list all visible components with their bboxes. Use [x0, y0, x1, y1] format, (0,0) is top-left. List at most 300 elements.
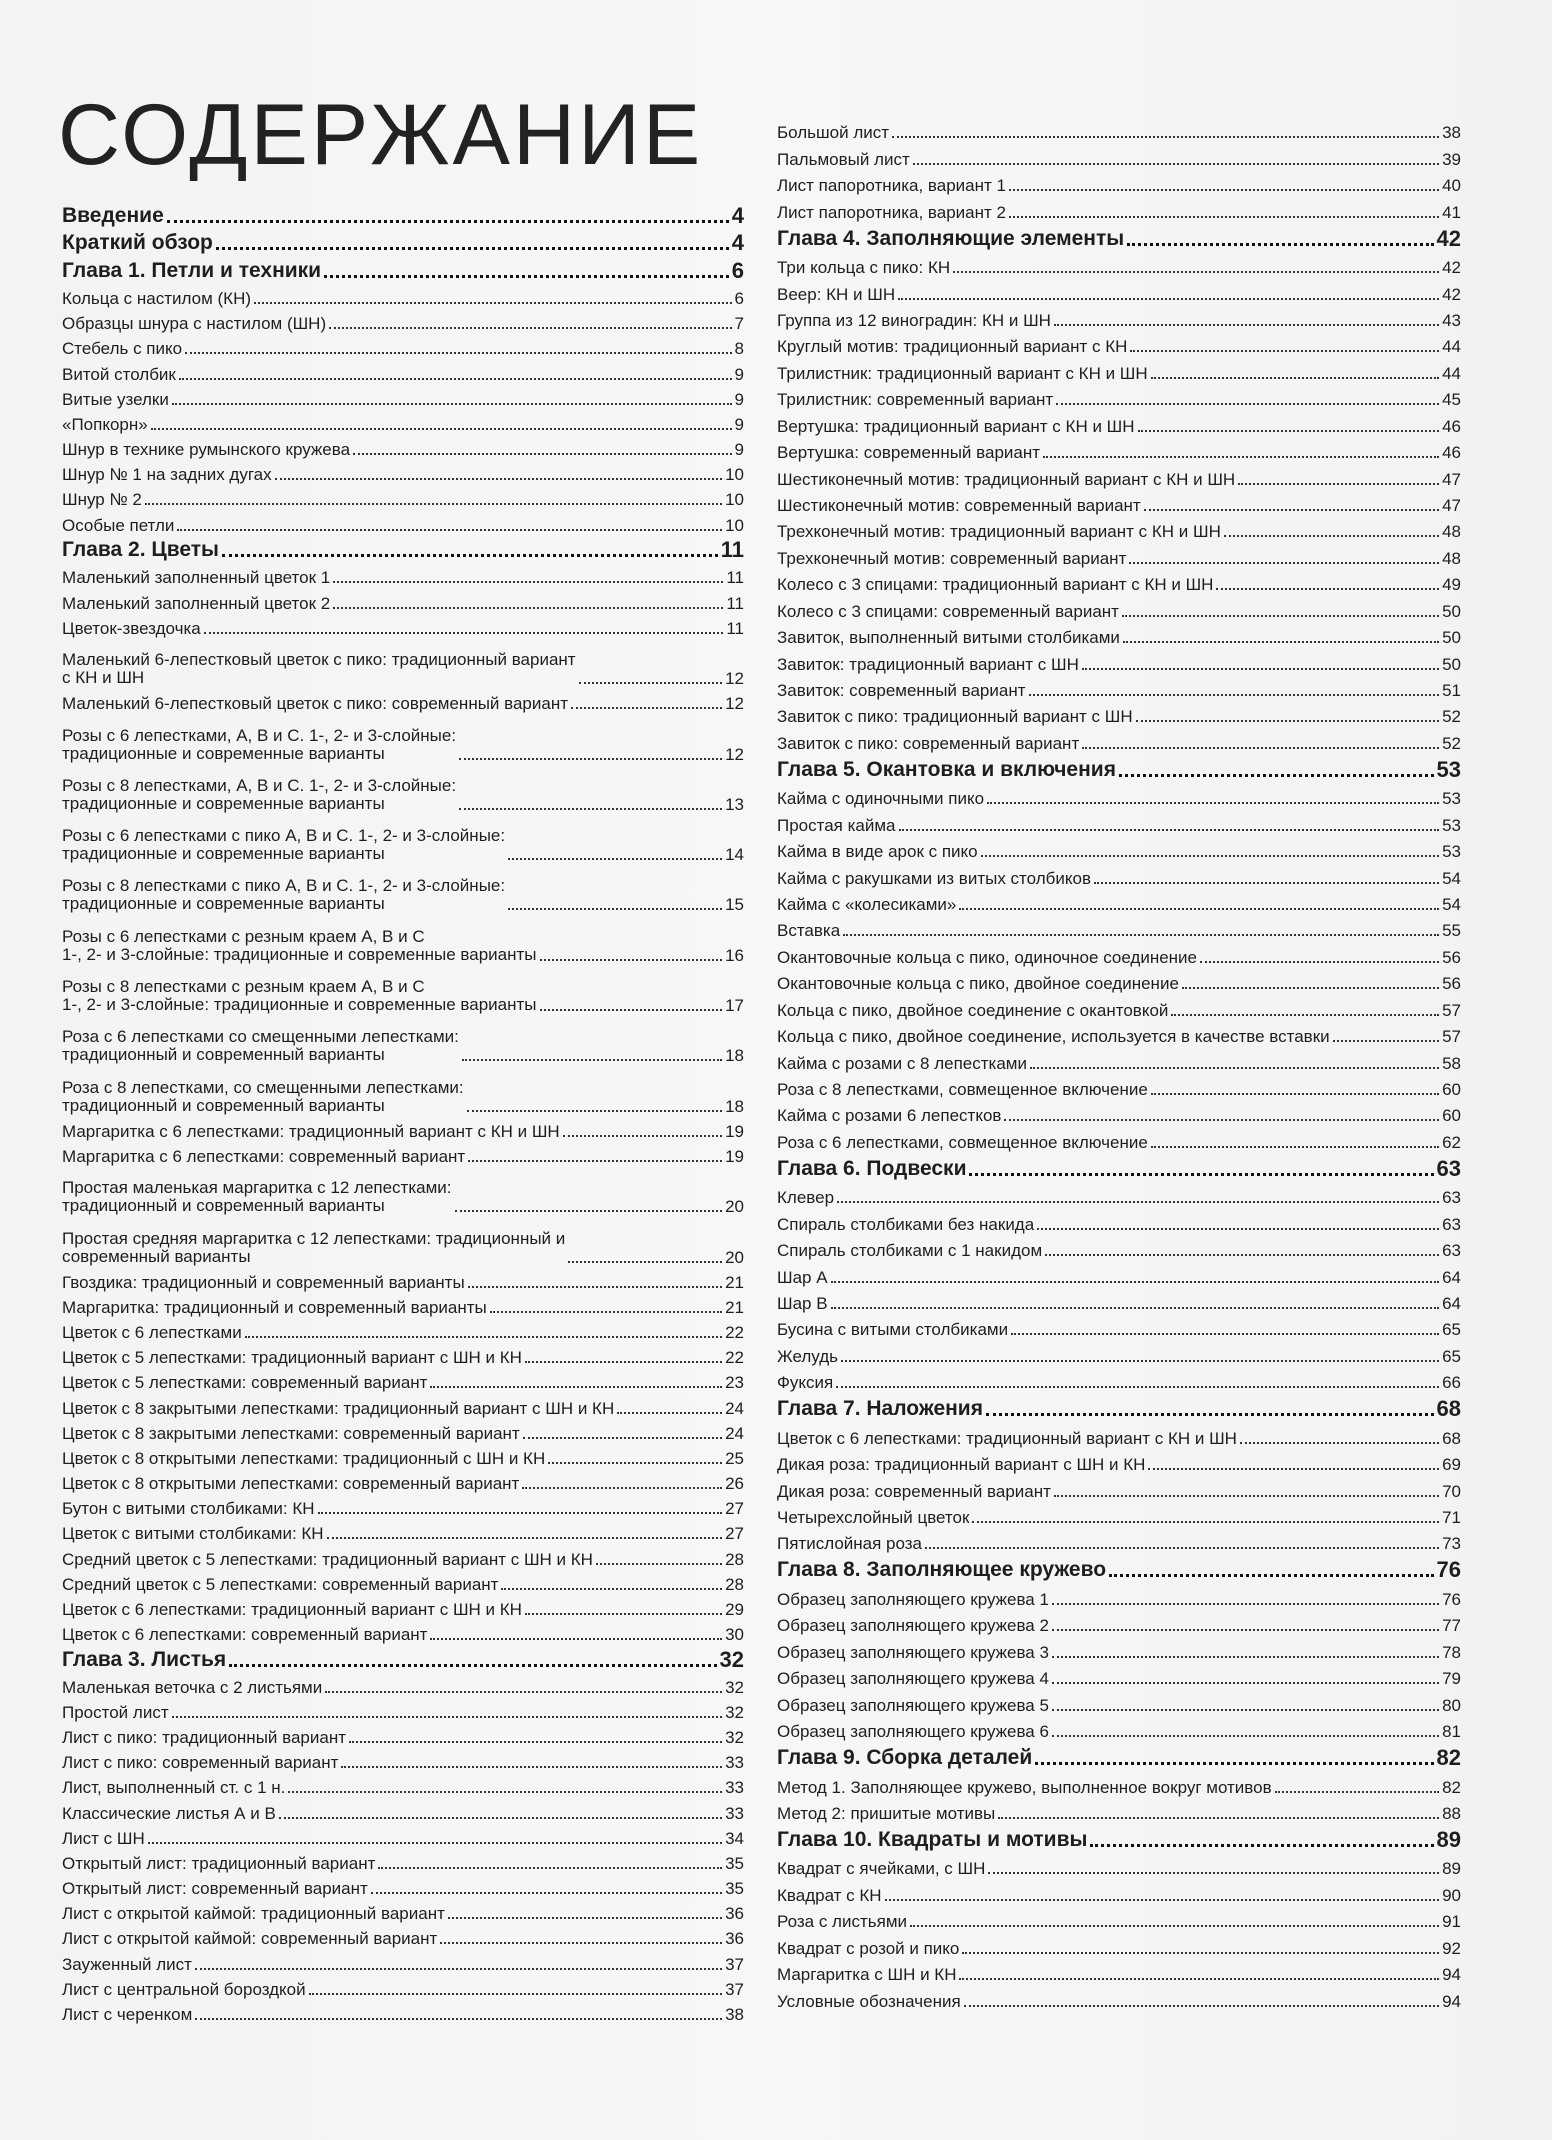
- toc-page-number: 42: [1442, 284, 1461, 304]
- dot-leader: [1052, 1603, 1439, 1605]
- toc-entry: [777, 277, 1461, 303]
- dot-leader: [540, 959, 723, 961]
- toc-page-number: 58: [1442, 1053, 1461, 1073]
- toc-page-number: 71: [1442, 1507, 1461, 1527]
- toc-entry-title: Колесо с 3 спицами: традиционный вариант с КН и ШН: [777, 575, 1214, 595]
- toc-entry-title: Розы с 8 лепестками, А, В и С. 1-, 2- и 3-слойные: традиционные и современные варианты: [62, 775, 457, 813]
- dot-leader: [148, 1842, 722, 1844]
- toc-entry-title: Группа из 12 виноградин: КН и ШН: [777, 311, 1051, 331]
- toc-entry: [62, 1216, 744, 1266]
- toc-entry-title: Зауженный лист: [62, 1954, 192, 1974]
- toc-page-number: 65: [1442, 1320, 1461, 1340]
- toc-entry-title: Метод 1. Заполняющее кружево, выполненное вокруг мотивов: [777, 1777, 1272, 1797]
- toc-entry-title: Цветок с 6 лепестками: традиционный вариант с КН и ШН: [777, 1428, 1237, 1448]
- dot-leader: [275, 478, 722, 480]
- toc-entry-title: Цветок с 6 лепестками: современный вариант: [62, 1624, 428, 1644]
- toc-page-number: 52: [1442, 707, 1461, 727]
- toc-page-number: 51: [1442, 680, 1461, 700]
- dot-leader: [151, 428, 732, 430]
- toc-entry: [62, 688, 744, 713]
- toc-entry-title: Цветок с 6 лепестками: [62, 1323, 242, 1343]
- toc-page-number: 60: [1442, 1079, 1461, 1099]
- toc-entry: [62, 1848, 744, 1873]
- toc-entry: [777, 462, 1461, 488]
- toc-entry: [777, 835, 1461, 861]
- dot-leader: [1122, 615, 1439, 617]
- toc-entry: [777, 1020, 1461, 1046]
- dot-leader: [1009, 189, 1439, 191]
- toc-entry-title: Метод 2: пришитые мотивы: [777, 1803, 996, 1823]
- dot-leader: [540, 1009, 723, 1011]
- toc-entry: [62, 965, 744, 1015]
- toc-entry-title: Глава 7. Наложения: [777, 1397, 983, 1421]
- toc-entry-title: Пятислойная роза: [777, 1534, 923, 1554]
- toc-entry-title: Круглый мотив: традиционный вариант с КН: [777, 337, 1128, 357]
- toc-page-number: 64: [1442, 1293, 1461, 1313]
- toc-entry: [62, 384, 744, 409]
- toc-page-number: 68: [1442, 1428, 1461, 1448]
- toc-entry: [777, 1073, 1461, 1099]
- toc-entry: [62, 1116, 744, 1141]
- toc-page-number: 9: [734, 389, 744, 409]
- toc-entry-title: Простая кайма: [777, 815, 896, 835]
- toc-entry: [62, 308, 744, 333]
- dot-leader: [836, 1386, 1439, 1388]
- toc-entry: [777, 304, 1461, 330]
- dot-leader: [430, 1386, 722, 1388]
- toc-entry: [62, 1772, 744, 1797]
- dot-leader: [841, 1360, 1439, 1362]
- toc-entry-title: Завиток, выполненный витыми столбиками: [777, 628, 1120, 648]
- toc-entry-title: Цветок с 8 открытыми лепестками: современный вариант: [62, 1474, 520, 1494]
- toc-page-number: 33: [725, 1778, 744, 1798]
- toc-page-number: 28: [725, 1549, 744, 1569]
- toc-page-number: 76: [1442, 1589, 1461, 1609]
- toc-entry-title: Маленький 6-лепестковый цветок с пико: современный вариант: [62, 694, 569, 714]
- toc-entry-title: Кайма с розами с 8 лепестками: [777, 1053, 1027, 1073]
- toc-entry: [777, 195, 1461, 221]
- toc-page-number: 49: [1442, 575, 1461, 595]
- toc-page-number: 82: [1442, 1777, 1461, 1797]
- toc-entry-title: Роза с 6 лепестками со смещенными лепестками: традиционный и современный варианты: [62, 1027, 459, 1065]
- toc-entry-title: Открытый лист: современный вариант: [62, 1879, 368, 1899]
- toc-entry-title: Розы с 8 лепестками с резным краем А, В и С 1-, 2- и 3-слойные: традиционные и современные варианты: [62, 977, 537, 1015]
- toc-entry: [62, 587, 744, 612]
- dot-leader: [1004, 1119, 1439, 1121]
- dot-leader: [179, 378, 732, 380]
- toc-entry-title: Клевер: [777, 1188, 835, 1208]
- toc-page-number: 91: [1442, 1912, 1461, 1932]
- toc-page-number: 23: [725, 1373, 744, 1393]
- toc-page-number: 12: [725, 744, 744, 764]
- toc-entry-title: Средний цветок с 5 лепестками: современный вариант: [62, 1574, 499, 1594]
- toc-page-number: 82: [1436, 1745, 1461, 1771]
- toc-entry: [777, 356, 1461, 382]
- toc-entry-title: Спираль столбиками с 1 накидом: [777, 1241, 1043, 1261]
- toc-entry: [777, 383, 1461, 409]
- toc-page-number: 11: [726, 593, 744, 613]
- toc-entry-title: Завиток: традиционный вариант с ШН: [777, 654, 1079, 674]
- toc-entry: [777, 1662, 1461, 1688]
- toc-entry: [62, 613, 744, 638]
- toc-entry: [62, 1493, 744, 1518]
- toc-entry: [777, 1905, 1461, 1931]
- toc-chapter-heading: [777, 1392, 1461, 1421]
- dot-leader: [490, 1311, 722, 1313]
- toc-page-number: 47: [1442, 469, 1461, 489]
- toc-page-number: 80: [1442, 1695, 1461, 1715]
- toc-entry-title: Средний цветок с 5 лепестками: традиционный вариант с ШН и КН: [62, 1549, 593, 1569]
- toc-page-number: 81: [1442, 1722, 1461, 1742]
- toc-entry-title: Образец заполняющего кружева 6: [777, 1722, 1049, 1742]
- dot-leader: [563, 1135, 722, 1137]
- toc-entry-title: Дикая роза: современный вариант: [777, 1481, 1051, 1501]
- toc-entry: [62, 764, 744, 814]
- toc-entry: [777, 1635, 1461, 1661]
- toc-page-number: 50: [1442, 601, 1461, 621]
- toc-entry-title: Классические листья А и В: [62, 1803, 276, 1823]
- toc-entry: [62, 1999, 744, 2024]
- toc-entry-title: Бутон с витыми столбиками: КН: [62, 1499, 315, 1519]
- dot-leader: [195, 2018, 722, 2020]
- dot-leader: [1082, 668, 1439, 670]
- toc-page-number: 43: [1442, 311, 1461, 331]
- toc-entry-title: Шестиконечный мотив: традиционный вариант с КН и ШН: [777, 469, 1236, 489]
- toc-page-number: 20: [725, 1247, 744, 1267]
- toc-page-number: 32: [725, 1702, 744, 1722]
- toc-entry: [62, 914, 744, 964]
- toc-page-number: 37: [725, 1979, 744, 1999]
- toc-entry-title: Маленькая веточка с 2 листьями: [62, 1677, 323, 1697]
- toc-entry-title: Маленький заполненный цветок 1: [62, 568, 331, 588]
- toc-entry: [777, 251, 1461, 277]
- dot-leader: [1090, 1844, 1433, 1847]
- dot-leader: [455, 1210, 723, 1212]
- toc-page-number: 21: [725, 1272, 744, 1292]
- toc-entry: [777, 1958, 1461, 1984]
- toc-page-number: 66: [1442, 1373, 1461, 1393]
- dot-leader: [1052, 1656, 1439, 1658]
- toc-entry: [62, 1974, 744, 1999]
- dot-leader: [1171, 1014, 1439, 1016]
- toc-page-number: 12: [725, 694, 744, 714]
- toc-entry: [62, 1443, 744, 1468]
- toc-page-number: 42: [1436, 225, 1461, 251]
- dot-leader: [1052, 1682, 1439, 1684]
- toc-entry: [777, 330, 1461, 356]
- toc-page-number: 11: [726, 568, 744, 588]
- toc-page-number: 22: [725, 1323, 744, 1343]
- toc-entry-title: Образец заполняющего кружева 2: [777, 1616, 1049, 1636]
- toc-page-number: 44: [1442, 337, 1461, 357]
- toc-page-number: 22: [725, 1348, 744, 1368]
- toc-entry-title: Глава 10. Квадраты и мотивы: [777, 1828, 1088, 1852]
- toc-entry-title: Шнур в технике румынского кружева: [62, 440, 351, 460]
- dot-leader: [1151, 1146, 1439, 1148]
- toc-page-number: 20: [725, 1197, 744, 1217]
- dot-leader: [1052, 1709, 1439, 1711]
- toc-page-number: 11: [720, 537, 744, 563]
- toc-entry: [62, 1569, 744, 1594]
- dot-leader: [195, 1968, 722, 1970]
- dot-leader: [1240, 1442, 1439, 1444]
- toc-entry: [62, 1923, 744, 1948]
- toc-page-number: 33: [725, 1753, 744, 1773]
- toc-entry: [777, 568, 1461, 594]
- toc-entry-title: Спираль столбиками без накида: [777, 1214, 1035, 1234]
- toc-entry-title: Розы с 6 лепестками с пико А, В и С. 1-, 2- и 3-слойные: традиционные и современные варианты: [62, 826, 506, 864]
- dot-leader: [1052, 1629, 1439, 1631]
- toc-entry-title: Шестиконечный мотив: современный вариант: [777, 495, 1141, 515]
- toc-page-number: 56: [1442, 947, 1461, 967]
- dot-leader: [325, 1691, 722, 1693]
- toc-entry: [777, 1421, 1461, 1447]
- toc-page-number: 50: [1442, 628, 1461, 648]
- dot-leader: [1030, 1067, 1439, 1069]
- toc-entry: [62, 1898, 744, 1923]
- toc-entry-title: Шнур № 2: [62, 490, 142, 510]
- toc-entry: [777, 489, 1461, 515]
- dot-leader: [341, 1766, 722, 1768]
- toc-entry: [777, 647, 1461, 673]
- toc-entry: [777, 1125, 1461, 1151]
- dot-leader: [327, 1537, 722, 1539]
- toc-entry-title: Четырехслойный цветок: [777, 1507, 970, 1527]
- dot-leader: [1138, 430, 1440, 432]
- toc-page-number: 32: [725, 1728, 744, 1748]
- toc-entry-title: Цветок с 8 закрытыми лепестками: традиционный вариант с ШН и КН: [62, 1398, 615, 1418]
- toc-entry: [777, 1366, 1461, 1392]
- dot-leader: [1011, 1333, 1439, 1335]
- toc-entry: [777, 1931, 1461, 1957]
- toc-page-number: 18: [725, 1096, 744, 1116]
- toc-entry-title: Квадрат с ячейками, с ШН: [777, 1859, 986, 1879]
- toc-entry-title: Пальмовый лист: [777, 149, 910, 169]
- toc-entry-title: Лист с центральной бороздкой: [62, 1979, 306, 1999]
- toc-entry: [777, 409, 1461, 435]
- toc-page-number: 53: [1442, 842, 1461, 862]
- toc-entry: [777, 1448, 1461, 1474]
- toc-entry-title: Вставка: [777, 921, 841, 941]
- toc-entry-title: Глава 1. Петли и техники: [62, 259, 322, 283]
- toc-entry: [62, 434, 744, 459]
- toc-entry: [777, 1046, 1461, 1072]
- toc-entry: [777, 1984, 1461, 2010]
- toc-entry-title: Роза с 6 лепестками, совмещенное включение: [777, 1132, 1148, 1152]
- dot-leader: [167, 220, 729, 223]
- dot-leader: [177, 529, 722, 531]
- toc-entry: [62, 459, 744, 484]
- toc-entry: [777, 967, 1461, 993]
- dot-leader: [333, 581, 723, 583]
- toc-entry: [777, 700, 1461, 726]
- toc-entry-title: Кайма с «колесиками»: [777, 894, 957, 914]
- dot-leader: [1129, 562, 1439, 564]
- dot-leader: [525, 1613, 722, 1615]
- toc-entry-title: Кайма с розами 6 лепестков: [777, 1106, 1002, 1126]
- toc-page-number: 53: [1442, 789, 1461, 809]
- toc-page-number: 77: [1442, 1616, 1461, 1636]
- dot-leader: [501, 1588, 722, 1590]
- toc-page-number: 18: [725, 1046, 744, 1066]
- toc-entry: [777, 1313, 1461, 1339]
- toc-page-number: 57: [1442, 1000, 1461, 1020]
- toc-page-number: 52: [1442, 733, 1461, 753]
- toc-page-number: 48: [1442, 522, 1461, 542]
- toc-entry: [62, 1317, 744, 1342]
- toc-page-number: 4: [731, 202, 744, 228]
- toc-page-number: 19: [725, 1121, 744, 1141]
- toc-entry: [777, 1287, 1461, 1313]
- toc-entry: [62, 509, 744, 534]
- dot-leader: [448, 1917, 722, 1919]
- toc-page-number: 27: [725, 1499, 744, 1519]
- toc-entry-title: Трилистник: современный вариант: [777, 390, 1054, 410]
- toc-page-number: 40: [1442, 176, 1461, 196]
- toc-page-number: 90: [1442, 1885, 1461, 1905]
- toc-entry-title: Розы с 8 лепестками с пико А, В и С. 1-, 2- и 3-слойные: традиционные и современные варианты: [62, 876, 506, 914]
- toc-entry: [62, 1594, 744, 1619]
- toc-page-number: 34: [725, 1828, 744, 1848]
- dot-leader: [1151, 377, 1439, 379]
- toc-entry-title: Лист с открытой каймой: традиционный вариант: [62, 1904, 445, 1924]
- dot-leader: [969, 1173, 1433, 1176]
- dot-leader: [523, 1437, 722, 1439]
- dot-leader: [349, 1741, 722, 1743]
- toc-page-number: 19: [725, 1147, 744, 1166]
- dot-leader: [1029, 694, 1440, 696]
- toc-entry-title: Глава 5. Окантовка и включения: [777, 757, 1116, 781]
- dot-leader: [522, 1487, 722, 1489]
- toc-entry-title: Образец заполняющего кружева 4: [777, 1669, 1049, 1689]
- toc-page-number: 68: [1436, 1396, 1461, 1422]
- toc-entry: [62, 283, 744, 308]
- dot-leader: [988, 1872, 1439, 1874]
- toc-page-number: 46: [1442, 416, 1461, 436]
- dot-leader: [1238, 483, 1439, 485]
- toc-entry-title: Окантовочные кольца с пико, одиночное соединение: [777, 947, 1198, 967]
- toc-entry-title: Окантовочные кольца с пико, двойное соединение: [777, 974, 1179, 994]
- toc-page-number: 56: [1442, 974, 1461, 994]
- toc-entry-title: Маленький 6-лепестковый цветок с пико: традиционный вариант с КН и ШН: [62, 650, 576, 688]
- toc-entry-title: Лист с открытой каймой: современный вариант: [62, 1929, 438, 1949]
- toc-page-number: 88: [1442, 1803, 1461, 1823]
- toc-page-number: 53: [1436, 756, 1461, 782]
- toc-entry-title: Кайма в виде арок с пико: [777, 842, 978, 862]
- toc-entry-title: Квадрат с КН: [777, 1885, 882, 1905]
- dot-leader: [987, 802, 1439, 804]
- toc-entry-title: Розы с 6 лепестками с резным краем А, В и С 1-, 2- и 3-слойные: традиционные и современные варианты: [62, 926, 537, 964]
- dot-leader: [899, 829, 1440, 831]
- dot-leader: [953, 271, 1439, 273]
- toc-entry-title: Квадрат с розой и пико: [777, 1938, 960, 1958]
- toc-page-number: 28: [725, 1574, 744, 1594]
- toc-entry: [62, 1015, 744, 1065]
- toc-page-number: 89: [1436, 1827, 1461, 1853]
- toc-entry: [777, 1207, 1461, 1233]
- toc-entry: [777, 1715, 1461, 1741]
- dot-leader: [1009, 216, 1439, 218]
- toc-page-number: 63: [1442, 1214, 1461, 1234]
- toc-page-number: 29: [725, 1599, 744, 1619]
- toc-entry: [62, 1392, 744, 1417]
- toc-entry-title: Кольца с пико, двойное соединение, используется в качестве вставки: [777, 1027, 1330, 1047]
- toc-page-number: 63: [1442, 1188, 1461, 1208]
- dot-leader: [568, 1261, 722, 1263]
- dot-leader: [229, 1664, 716, 1667]
- toc-entry: [777, 940, 1461, 966]
- toc-entry-title: Трехконечный мотив: современный вариант: [777, 548, 1127, 568]
- toc-entry: [777, 621, 1461, 647]
- toc-entry-title: Желудь: [777, 1346, 839, 1366]
- toc-entry: [62, 1367, 744, 1392]
- toc-entry-title: Веер: КН и ШН: [777, 284, 896, 304]
- toc-entry: [62, 638, 744, 688]
- toc-chapter-heading: [62, 200, 744, 228]
- toc-entry: [62, 484, 744, 509]
- toc-page-number: 32: [719, 1646, 744, 1672]
- dot-leader: [333, 607, 723, 609]
- toc-page-number: 11: [726, 618, 744, 638]
- toc-entry: [777, 1852, 1461, 1878]
- toc-entry-title: Цветок с 8 закрытыми лепестками: современный вариант: [62, 1423, 520, 1443]
- toc-entry-title: Цветок с 5 лепестками: традиционный вариант с ШН и КН: [62, 1348, 522, 1368]
- toc-entry: [777, 1181, 1461, 1207]
- toc-page-number: 54: [1442, 894, 1461, 914]
- toc-entry: [777, 888, 1461, 914]
- toc-page-number: 27: [725, 1524, 744, 1544]
- dot-leader: [1148, 1468, 1439, 1470]
- dot-leader: [462, 1059, 722, 1061]
- dot-leader: [459, 758, 722, 760]
- toc-entry: [62, 409, 744, 434]
- dot-leader: [1109, 1574, 1433, 1577]
- toc-page-number: 30: [725, 1624, 744, 1644]
- dot-leader: [459, 808, 722, 810]
- toc-page-number: 39: [1442, 149, 1461, 169]
- toc-entry: [62, 1797, 744, 1822]
- toc-page-number: 24: [725, 1423, 744, 1443]
- toc-entry: [62, 1672, 744, 1697]
- toc-entry-title: Цветок с витыми столбиками: КН: [62, 1524, 324, 1544]
- toc-page-number: 4: [731, 230, 744, 256]
- toc-page-number: 17: [725, 996, 744, 1016]
- toc-entry-title: Три кольца с пико: КН: [777, 258, 951, 278]
- toc-entry-title: Глава 8. Заполняющее кружево: [777, 1558, 1107, 1582]
- toc-entry-title: Кольца с пико, двойное соединение с окантовкой: [777, 1000, 1169, 1020]
- toc-page-number: 12: [725, 669, 744, 689]
- toc-page-number: 26: [725, 1474, 744, 1494]
- dot-leader: [998, 1817, 1439, 1819]
- toc-entry: [777, 726, 1461, 752]
- toc-entry-title: Глава 4. Заполняющие элементы: [777, 226, 1125, 250]
- dot-leader: [1119, 774, 1434, 777]
- dot-leader: [913, 163, 1439, 165]
- toc-entry: [777, 1582, 1461, 1608]
- toc-entry: [777, 1474, 1461, 1500]
- toc-entry: [777, 169, 1461, 195]
- toc-entry: [62, 1543, 744, 1568]
- toc-page-number: 9: [734, 364, 744, 384]
- toc-page-number: 41: [1442, 202, 1461, 222]
- toc-chapter-heading: [62, 255, 744, 283]
- toc-page-number: 76: [1436, 1557, 1461, 1583]
- toc-entry: [777, 1770, 1461, 1796]
- toc-entry: [777, 1234, 1461, 1260]
- toc-entry: [62, 1722, 744, 1747]
- toc-entry: [62, 1267, 744, 1292]
- toc-entry-title: Трехконечный мотив: традиционный вариант с КН и ШН: [777, 522, 1221, 542]
